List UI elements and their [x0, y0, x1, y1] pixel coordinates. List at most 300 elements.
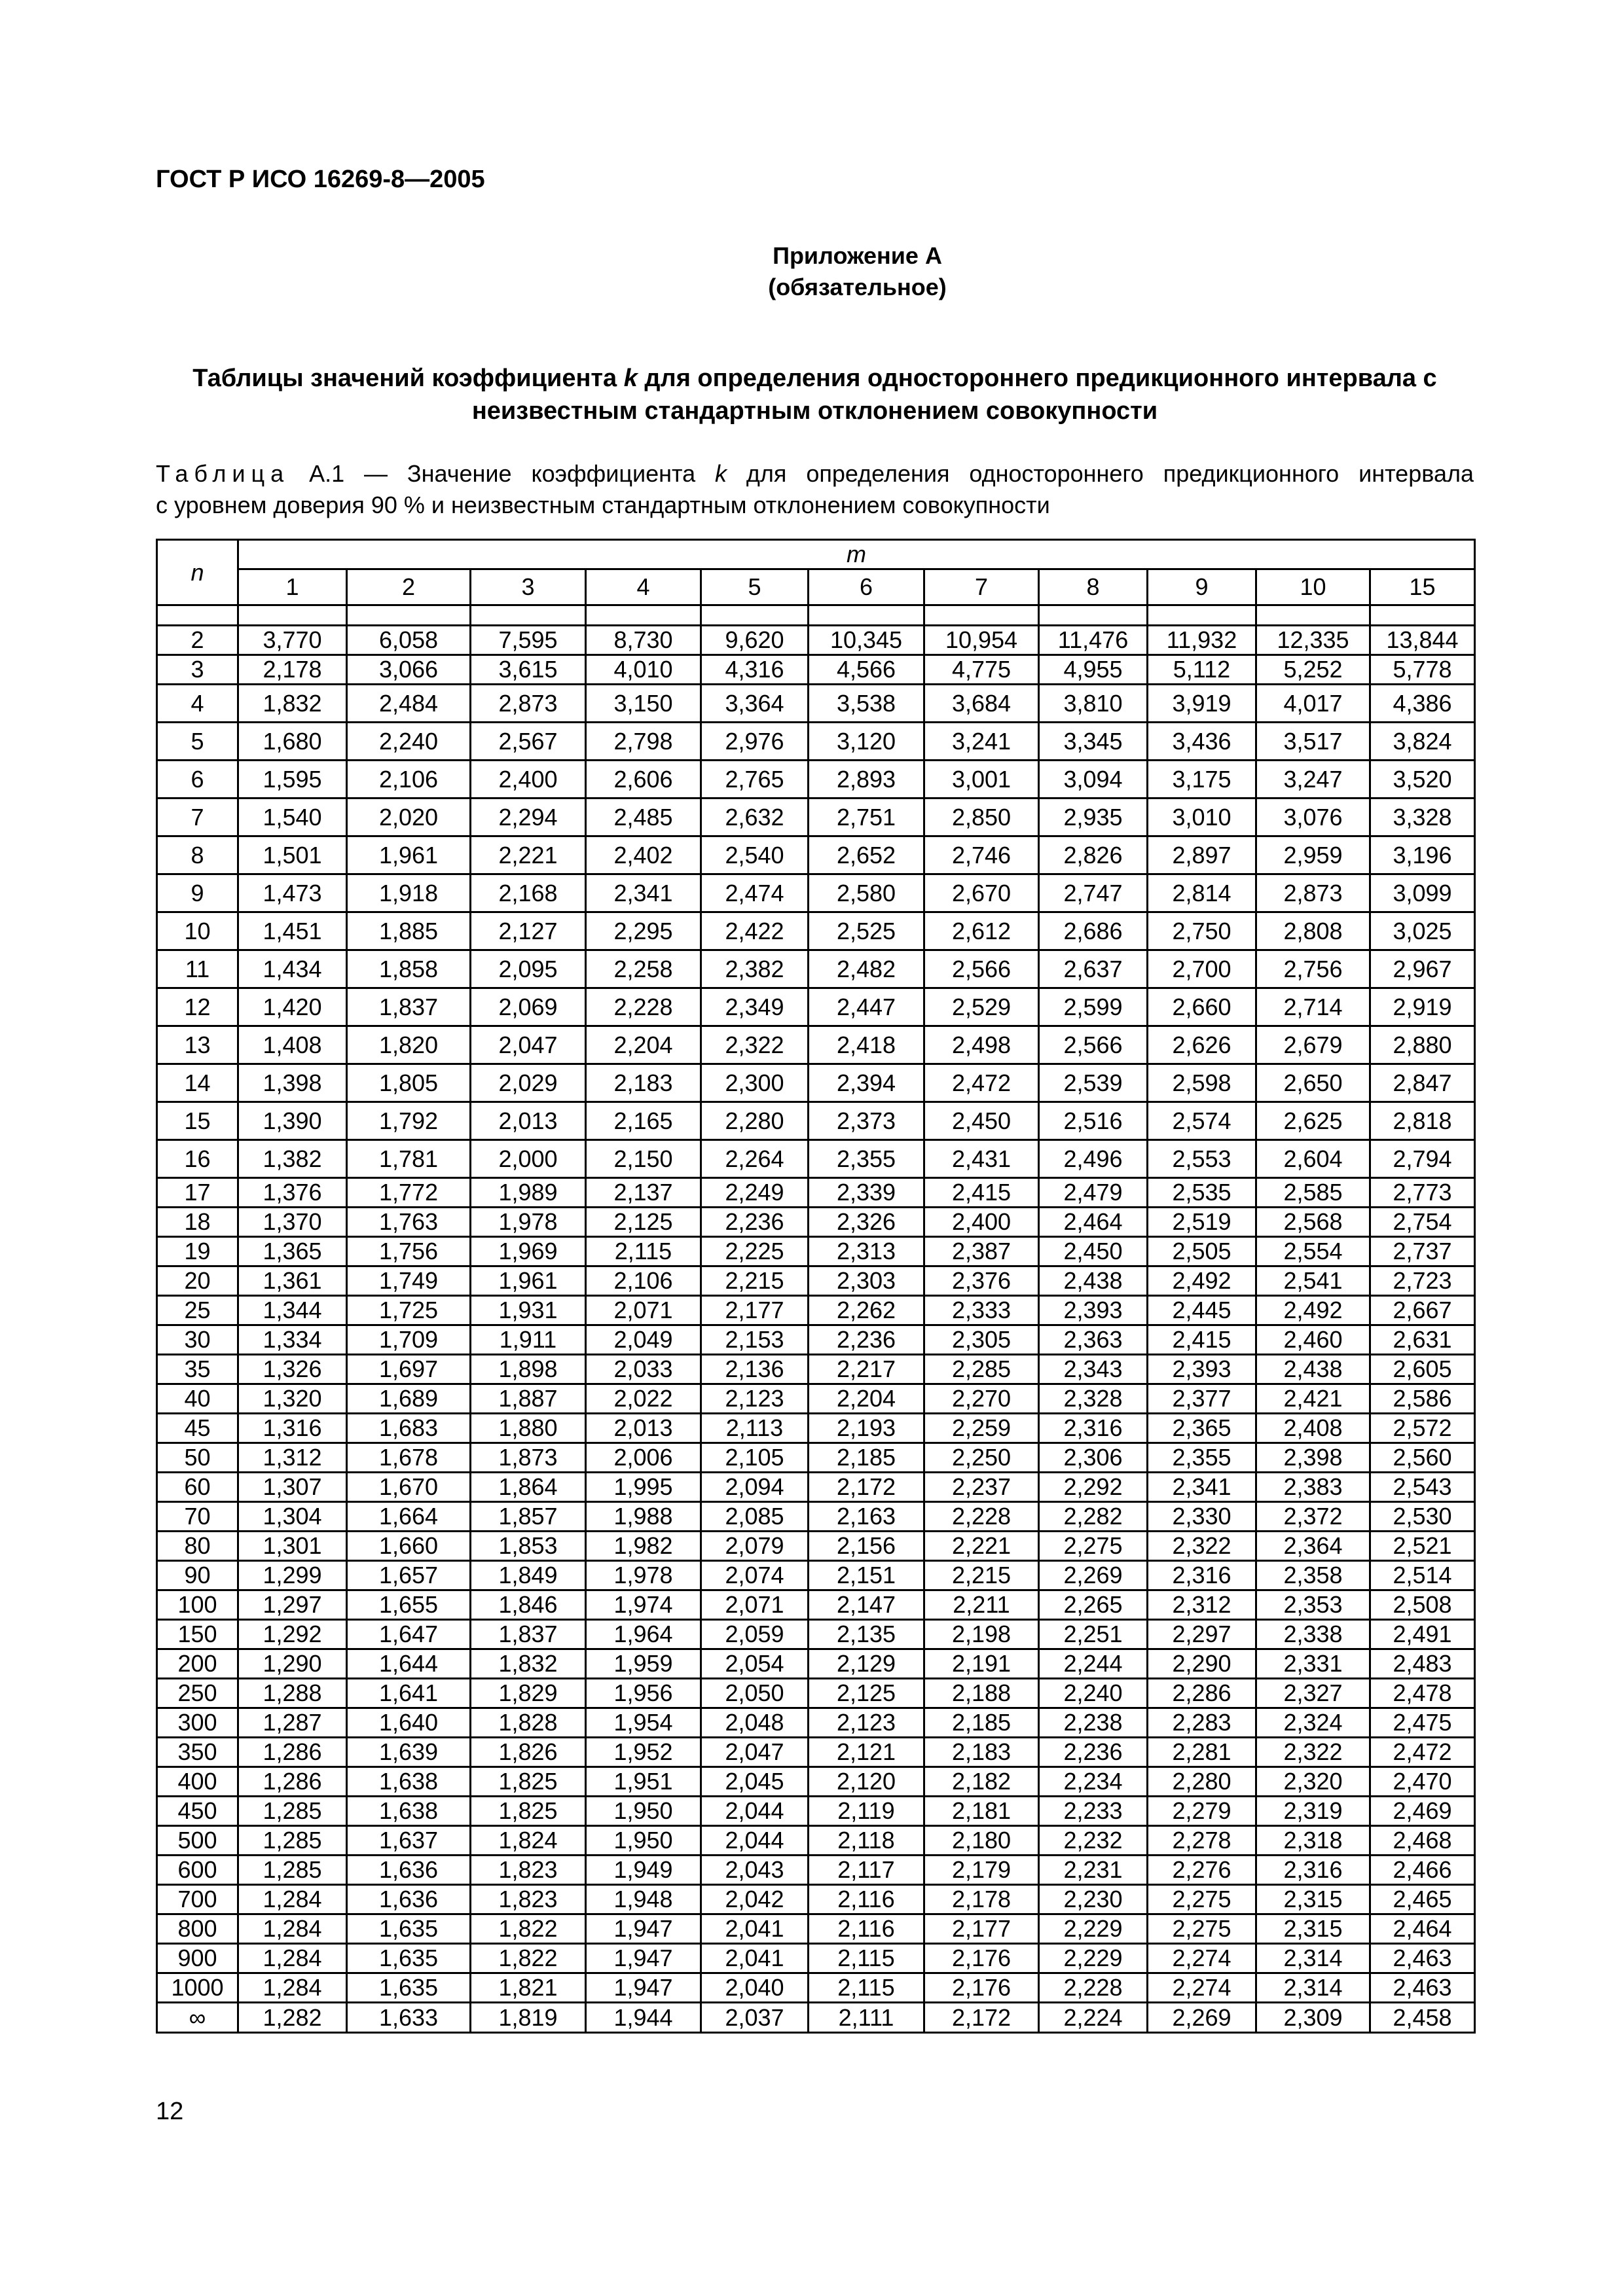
table-cell: 1,969	[471, 1237, 586, 1266]
table-cell: 2,183	[586, 1064, 701, 1102]
table-cell: 4,955	[1039, 655, 1148, 685]
table-cell: 1,286	[238, 1738, 347, 1767]
table-cell: 2,047	[701, 1738, 809, 1767]
table-cell: 3,436	[1148, 723, 1256, 761]
table-cell: 2,185	[809, 1443, 924, 1473]
table-cell: 2,303	[809, 1266, 924, 1296]
table-cell: 2,818	[1370, 1102, 1475, 1140]
table-cell: 2,119	[809, 1797, 924, 1826]
spacer-cell	[347, 605, 471, 626]
table-cell: 1,398	[238, 1064, 347, 1102]
table-cell: 2,959	[1256, 836, 1370, 874]
table-cell: 10,345	[809, 626, 924, 655]
table-cell: 2,172	[809, 1473, 924, 1502]
table-cell: 2,808	[1256, 912, 1370, 950]
table-cell: 2,408	[1256, 1414, 1370, 1443]
table-cell: 1,288	[238, 1679, 347, 1708]
table-cell: 2,505	[1148, 1237, 1256, 1266]
table-cell: 2,353	[1256, 1590, 1370, 1620]
table-row	[157, 1266, 1475, 1296]
table-cell: 2,179	[924, 1856, 1039, 1885]
table-cell: 2,331	[1256, 1649, 1370, 1679]
table-cell: 2,338	[1256, 1620, 1370, 1649]
table-cell: 2,586	[1370, 1384, 1475, 1414]
row-label-n: 40	[157, 1384, 238, 1414]
table-cell: 2,228	[1039, 1973, 1148, 2003]
table-cell: 1,832	[238, 685, 347, 723]
table-cell: 1,284	[238, 1885, 347, 1914]
table-cell: 2,519	[1148, 1208, 1256, 1237]
table-cell: 1,282	[238, 2003, 347, 2033]
table-cell: 2,585	[1256, 1178, 1370, 1208]
table-cell: 1,948	[586, 1885, 701, 1914]
table-cell: 1,898	[471, 1355, 586, 1384]
table-cell: 2,006	[586, 1443, 701, 1473]
table-cell: 1,635	[347, 1944, 471, 1973]
table-cell: 3,345	[1039, 723, 1148, 761]
table-cell: 2,826	[1039, 836, 1148, 874]
table-row	[157, 912, 1475, 950]
table-cell: 1,959	[586, 1649, 701, 1679]
table-cell: 3,150	[586, 685, 701, 723]
row-label-n: 20	[157, 1266, 238, 1296]
table-cell: 2,294	[471, 798, 586, 836]
table-cell: 3,025	[1370, 912, 1475, 950]
table-cell: 2,418	[809, 1026, 924, 1064]
table-cell: 2,460	[1256, 1325, 1370, 1355]
table-cell: 2,747	[1039, 874, 1148, 912]
table-cell: 2,529	[924, 988, 1039, 1026]
table-cell: 3,538	[809, 685, 924, 723]
table-cell: 2,472	[1370, 1738, 1475, 1767]
table-cell: 2,111	[809, 2003, 924, 2033]
table-cell: 1,678	[347, 1443, 471, 1473]
table-cell: 2,085	[701, 1502, 809, 1532]
table-cell: 3,001	[924, 761, 1039, 798]
table-cell: 2,447	[809, 988, 924, 1026]
table-cell: 2,250	[924, 1443, 1039, 1473]
table-row	[157, 1914, 1475, 1944]
table-cell: 2,421	[1256, 1384, 1370, 1414]
table-cell: 2,000	[471, 1140, 586, 1178]
table-cell: 6,058	[347, 626, 471, 655]
table-cell: 2,415	[924, 1178, 1039, 1208]
table-cell: 2,333	[924, 1296, 1039, 1325]
table-cell: 3,684	[924, 685, 1039, 723]
table-cell: 1,316	[238, 1414, 347, 1443]
table-cell: 2,568	[1256, 1208, 1370, 1237]
table-cell: 2,178	[238, 655, 347, 685]
table-cell: 2,880	[1370, 1026, 1475, 1064]
table-cell: 1,370	[238, 1208, 347, 1237]
table-cell: 3,094	[1039, 761, 1148, 798]
table-row	[157, 1738, 1475, 1767]
table-cell: 2,106	[347, 761, 471, 798]
table-row	[157, 1679, 1475, 1708]
table-cell: 2,278	[1148, 1826, 1256, 1856]
table-cell: 2,181	[924, 1797, 1039, 1826]
table-row	[157, 1237, 1475, 1266]
table-row	[157, 950, 1475, 988]
table-row	[157, 1649, 1475, 1679]
table-cell: 2,313	[809, 1237, 924, 1266]
spacer-row	[157, 605, 1475, 626]
table-cell: 2,115	[586, 1237, 701, 1266]
spacer-cell	[701, 605, 809, 626]
table-cell: 1,284	[238, 1944, 347, 1973]
table-cell: 2,553	[1148, 1140, 1256, 1178]
table-cell: 1,284	[238, 1914, 347, 1944]
appendix-status: (обязательное)	[768, 274, 947, 300]
table-row	[157, 1885, 1475, 1914]
table-cell: 2,292	[1039, 1473, 1148, 1502]
table-cell: 3,066	[347, 655, 471, 685]
table-cell: 1,989	[471, 1178, 586, 1208]
table-cell: 2,116	[809, 1885, 924, 1914]
table-cell: 1,420	[238, 988, 347, 1026]
table-cell: 2,047	[471, 1026, 586, 1064]
table-cell: 2,217	[809, 1355, 924, 1384]
table-cell: 2,071	[701, 1590, 809, 1620]
column-header: 15	[1370, 569, 1475, 605]
table-cell: 1,664	[347, 1502, 471, 1532]
table-cell: 2,723	[1370, 1266, 1475, 1296]
table-cell: 1,961	[471, 1266, 586, 1296]
table-cell: 4,316	[701, 655, 809, 685]
table-cell: 2,355	[1148, 1443, 1256, 1473]
table-row	[157, 1502, 1475, 1532]
row-label-n: 2	[157, 626, 238, 655]
table-cell: 2,814	[1148, 874, 1256, 912]
table-cell: 2,566	[1039, 1026, 1148, 1064]
table-cell: 2,393	[1148, 1355, 1256, 1384]
table-cell: 1,301	[238, 1532, 347, 1561]
table-cell: 2,470	[1370, 1767, 1475, 1797]
table-cell: 2,355	[809, 1140, 924, 1178]
table-cell: 1,825	[471, 1797, 586, 1826]
table-cell: 2,191	[924, 1649, 1039, 1679]
table-cell: 1,978	[586, 1561, 701, 1590]
table-row	[157, 1590, 1475, 1620]
table-cell: 2,233	[1039, 1797, 1148, 1826]
table-row	[157, 1973, 1475, 2003]
table-cell: 2,237	[924, 1473, 1039, 1502]
row-label-n: 300	[157, 1708, 238, 1738]
table-cell: 2,750	[1148, 912, 1256, 950]
table-cell: 2,605	[1370, 1355, 1475, 1384]
table-cell: 2,376	[924, 1266, 1039, 1296]
table-cell: 2,029	[471, 1064, 586, 1102]
table-cell: 2,182	[924, 1767, 1039, 1797]
table-cell: 2,193	[809, 1414, 924, 1443]
table-cell: 2,125	[586, 1208, 701, 1237]
table-cell: 2,044	[701, 1797, 809, 1826]
table-cell: 2,327	[1256, 1679, 1370, 1708]
table-cell: 1,918	[347, 874, 471, 912]
table-cell: 2,383	[1256, 1473, 1370, 1502]
table-cell: 2,606	[586, 761, 701, 798]
table-cell: 2,215	[701, 1266, 809, 1296]
table-cell: 1,947	[586, 1973, 701, 2003]
table-cell: 2,225	[701, 1237, 809, 1266]
table-row	[157, 723, 1475, 761]
row-label-n: 600	[157, 1856, 238, 1885]
table-cell: 3,520	[1370, 761, 1475, 798]
table-cell: 2,686	[1039, 912, 1148, 950]
table-cell: 2,700	[1148, 950, 1256, 988]
table-cell: 1,837	[471, 1620, 586, 1649]
table-cell: 2,020	[347, 798, 471, 836]
row-label-n: 400	[157, 1767, 238, 1797]
row-label-n: 5	[157, 723, 238, 761]
table-cell: 2,670	[924, 874, 1039, 912]
table-cell: 1,595	[238, 761, 347, 798]
table-cell: 2,765	[701, 761, 809, 798]
table-cell: 2,847	[1370, 1064, 1475, 1102]
spacer-cell	[238, 605, 347, 626]
table-cell: 2,274	[1148, 1944, 1256, 1973]
table-cell: 2,115	[809, 1973, 924, 2003]
table-cell: 2,580	[809, 874, 924, 912]
row-label-n: 35	[157, 1355, 238, 1384]
table-cell: 1,828	[471, 1708, 586, 1738]
table-row	[157, 1140, 1475, 1178]
spacer-cell	[1256, 605, 1370, 626]
table-cell: 2,120	[809, 1767, 924, 1797]
table-cell: 2,976	[701, 723, 809, 761]
row-label-n: 17	[157, 1178, 238, 1208]
table-cell: 2,185	[924, 1708, 1039, 1738]
row-label-n: 14	[157, 1064, 238, 1102]
table-cell: 1,312	[238, 1443, 347, 1473]
row-label-n: 13	[157, 1026, 238, 1064]
table-cell: 2,525	[809, 912, 924, 950]
table-cell: 2,276	[1148, 1856, 1256, 1885]
table-cell: 2,151	[809, 1561, 924, 1590]
row-label-n: 4	[157, 685, 238, 723]
row-label-n: 7	[157, 798, 238, 836]
table-cell: 2,265	[1039, 1590, 1148, 1620]
table-cell: 2,458	[1370, 2003, 1475, 2033]
table-cell: 2,572	[1370, 1414, 1475, 1443]
table-cell: 2,215	[924, 1561, 1039, 1590]
row-label-n: 100	[157, 1590, 238, 1620]
table-cell: 2,612	[924, 912, 1039, 950]
table-cell: 1,297	[238, 1590, 347, 1620]
table-cell: 2,042	[701, 1885, 809, 1914]
table-cell: 2,259	[924, 1414, 1039, 1443]
table-body	[157, 605, 1475, 2033]
table-cell: 2,283	[1148, 1708, 1256, 1738]
table-cell: 2,318	[1256, 1826, 1370, 1856]
row-label-n: 50	[157, 1443, 238, 1473]
table-cell: 1,434	[238, 950, 347, 988]
table-cell: 1,365	[238, 1237, 347, 1266]
table-row	[157, 1826, 1475, 1856]
table-cell: 2,574	[1148, 1102, 1256, 1140]
table-cell: 2,314	[1256, 1973, 1370, 2003]
table-cell: 2,798	[586, 723, 701, 761]
table-row	[157, 1414, 1475, 1443]
table-cell: 2,178	[924, 1885, 1039, 1914]
table-cell: 2,632	[701, 798, 809, 836]
table-cell: 1,978	[471, 1208, 586, 1237]
coefficient-table	[156, 539, 1476, 2034]
table-cell: 2,176	[924, 1944, 1039, 1973]
table-cell: 2,967	[1370, 950, 1475, 988]
table-cell: 1,640	[347, 1708, 471, 1738]
table-cell: 2,604	[1256, 1140, 1370, 1178]
table-cell: 3,364	[701, 685, 809, 723]
row-label-n: 500	[157, 1826, 238, 1856]
table-cell: 2,438	[1256, 1355, 1370, 1384]
table-cell: 3,076	[1256, 798, 1370, 836]
table-cell: 2,464	[1039, 1208, 1148, 1237]
table-cell: 3,247	[1256, 761, 1370, 798]
table-cell: 1,657	[347, 1561, 471, 1590]
row-label-n: ∞	[157, 2003, 238, 2033]
table-row	[157, 1102, 1475, 1140]
table-cell: 1,655	[347, 1590, 471, 1620]
table-cell: 2,358	[1256, 1561, 1370, 1590]
table-cell: 2,387	[924, 1237, 1039, 1266]
table-cell: 1,846	[471, 1590, 586, 1620]
table-cell: 2,105	[701, 1443, 809, 1473]
table-cell: 2,116	[809, 1914, 924, 1944]
table-cell: 2,491	[1370, 1620, 1475, 1649]
table-cell: 2,637	[1039, 950, 1148, 988]
table-cell: 1,772	[347, 1178, 471, 1208]
table-cell: 1,344	[238, 1296, 347, 1325]
table-cell: 2,650	[1256, 1064, 1370, 1102]
table-cell: 2,935	[1039, 798, 1148, 836]
table-cell: 1,287	[238, 1708, 347, 1738]
table-cell: 3,328	[1370, 798, 1475, 836]
table-cell: 2,183	[924, 1738, 1039, 1767]
table-cell: 2,873	[471, 685, 586, 723]
table-cell: 2,236	[1039, 1738, 1148, 1767]
table-cell: 2,177	[924, 1914, 1039, 1944]
table-cell: 2,496	[1039, 1140, 1148, 1178]
table-cell: 2,314	[1256, 1944, 1370, 1973]
table-cell: 2,279	[1148, 1797, 1256, 1826]
table-cell: 2,626	[1148, 1026, 1256, 1064]
table-cell: 2,539	[1039, 1064, 1148, 1102]
table-row	[157, 1178, 1475, 1208]
table-cell: 2,660	[1148, 988, 1256, 1026]
table-cell: 1,931	[471, 1296, 586, 1325]
table-cell: 2,236	[701, 1208, 809, 1237]
table-cell: 4,017	[1256, 685, 1370, 723]
table-cell: 1,825	[471, 1767, 586, 1797]
table-cell: 2,377	[1148, 1384, 1256, 1414]
table-cell: 2,468	[1370, 1826, 1475, 1856]
row-label-n: 8	[157, 836, 238, 874]
row-label-n: 12	[157, 988, 238, 1026]
table-cell: 1,964	[586, 1620, 701, 1649]
spacer-cell	[471, 605, 586, 626]
col-group-header-m: m	[238, 540, 1475, 569]
table-row	[157, 1026, 1475, 1064]
table-row	[157, 874, 1475, 912]
table-cell: 2,319	[1256, 1797, 1370, 1826]
table-cell: 1,822	[471, 1914, 586, 1944]
table-cell: 2,341	[1148, 1473, 1256, 1502]
table-cell: 8,730	[586, 626, 701, 655]
table-cell: 2,059	[701, 1620, 809, 1649]
table-cell: 2,127	[471, 912, 586, 950]
table-cell: 2,165	[586, 1102, 701, 1140]
table-cell: 2,478	[1370, 1679, 1475, 1708]
table-cell: 2,198	[924, 1620, 1039, 1649]
table-cell: 1,689	[347, 1384, 471, 1414]
table-cell: 2,275	[1039, 1532, 1148, 1561]
table-cell: 2,625	[1256, 1102, 1370, 1140]
table-cell: 2,492	[1256, 1296, 1370, 1325]
table-cell: 2,150	[586, 1140, 701, 1178]
table-cell: 2,794	[1370, 1140, 1475, 1178]
table-cell: 2,269	[1148, 2003, 1256, 2033]
table-row	[157, 988, 1475, 1026]
table-cell: 1,951	[586, 1767, 701, 1797]
table-cell: 2,438	[1039, 1266, 1148, 1296]
table-cell: 1,982	[586, 1532, 701, 1561]
table-cell: 2,400	[924, 1208, 1039, 1237]
table-cell: 2,043	[701, 1856, 809, 1885]
table-cell: 2,221	[924, 1532, 1039, 1561]
table-cell: 2,306	[1039, 1443, 1148, 1473]
table-cell: 4,775	[924, 655, 1039, 685]
table-cell: 1,326	[238, 1355, 347, 1384]
table-cell: 2,290	[1148, 1649, 1256, 1679]
table-cell: 2,598	[1148, 1064, 1256, 1102]
table-cell: 2,013	[586, 1414, 701, 1443]
table-cell: 2,280	[701, 1102, 809, 1140]
table-cell: 2,516	[1039, 1102, 1148, 1140]
table-cell: 2,322	[701, 1026, 809, 1064]
table-cell: 2,756	[1256, 950, 1370, 988]
caption-number: А.1 — Значение коэффициента	[289, 460, 716, 487]
table-cell: 3,120	[809, 723, 924, 761]
row-label-n: 25	[157, 1296, 238, 1325]
table-cell: 2,316	[1148, 1561, 1256, 1590]
table-cell: 2,312	[1148, 1590, 1256, 1620]
appendix-title: Приложение А	[773, 242, 942, 269]
table-cell: 11,476	[1039, 626, 1148, 655]
table-cell: 2,297	[1148, 1620, 1256, 1649]
spacer-cell	[1039, 605, 1148, 626]
table-cell: 2,893	[809, 761, 924, 798]
row-label-n: 70	[157, 1502, 238, 1532]
table-cell: 2,300	[701, 1064, 809, 1102]
table-cell: 1,887	[471, 1384, 586, 1414]
spacer-cell	[1370, 605, 1475, 626]
table-cell: 1,823	[471, 1856, 586, 1885]
table-cell: 2,275	[1148, 1885, 1256, 1914]
table-cell: 2,125	[809, 1679, 924, 1708]
table-cell: 2,773	[1370, 1178, 1475, 1208]
table-row	[157, 1473, 1475, 1502]
table-cell: 2,153	[701, 1325, 809, 1355]
table-cell: 1,837	[347, 988, 471, 1026]
table-cell: 2,466	[1370, 1856, 1475, 1885]
table-cell: 1,858	[347, 950, 471, 988]
table-cell: 2,117	[809, 1856, 924, 1885]
table-cell: 2,049	[586, 1325, 701, 1355]
table-cell: 2,530	[1370, 1502, 1475, 1532]
table-cell: 2,343	[1039, 1355, 1148, 1384]
table-row	[157, 1944, 1475, 1973]
